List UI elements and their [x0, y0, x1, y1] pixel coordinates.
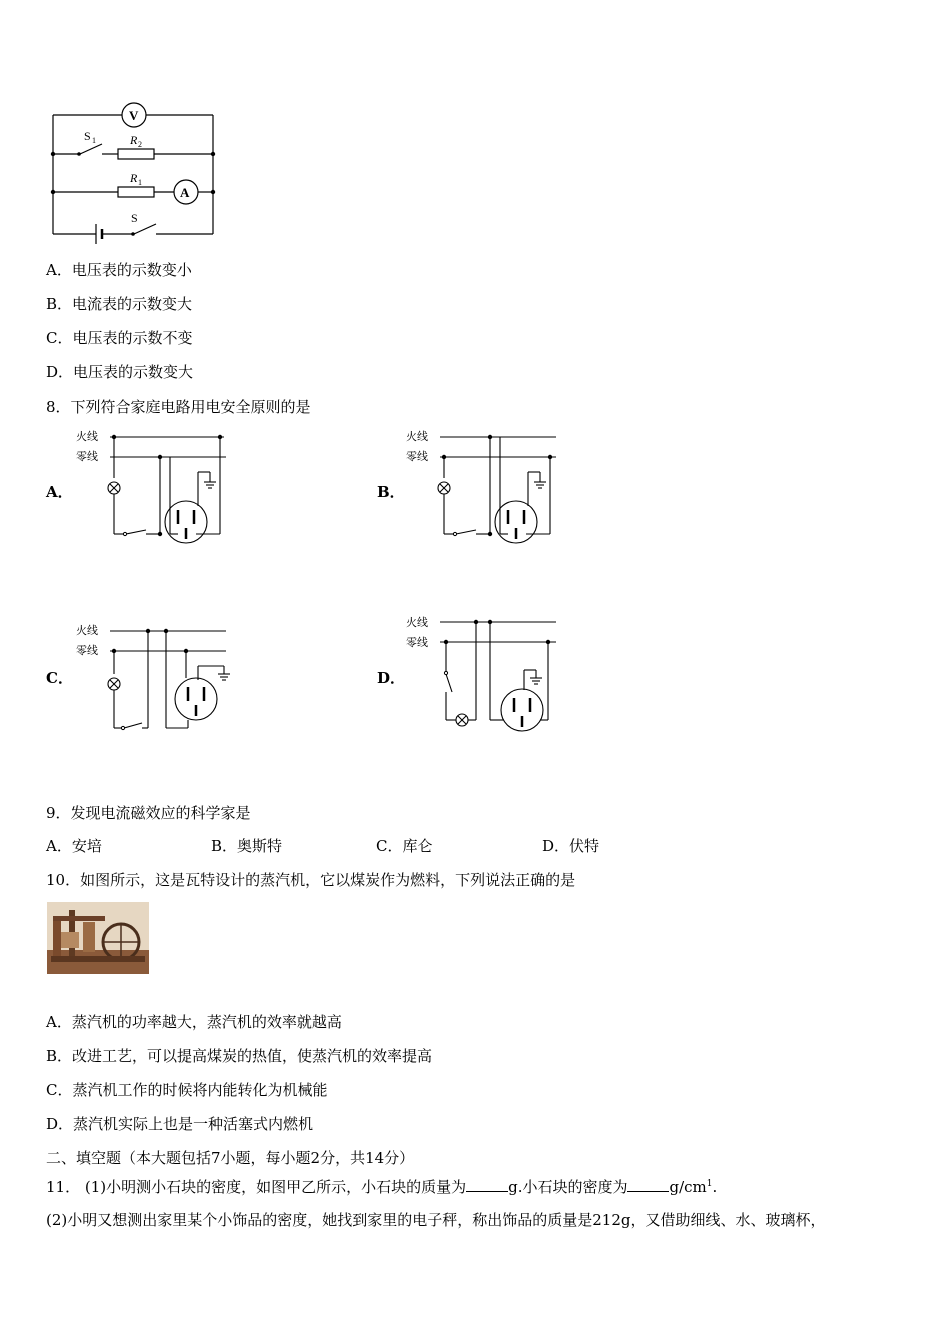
neutral-wire-label: 零线 [76, 450, 98, 463]
voltmeter-label: V [129, 108, 139, 123]
q9-option-d: D．伏特 [542, 837, 600, 855]
q11-part1 [46, 1174, 717, 1197]
house-circuit-d [404, 612, 564, 737]
q9-option-b: B．奥斯特 [211, 837, 283, 855]
neutral-wire-label: 零线 [76, 644, 98, 657]
switch-icon [126, 530, 146, 534]
switch-s1 [80, 144, 102, 154]
q8-label-d: D． [377, 669, 406, 687]
q8-label-a: A． [46, 483, 73, 501]
s1-label: S [84, 129, 91, 143]
q11-part1-text-a: 11． (1)小明测小石块的密度，如图甲乙所示，小石块的质量为 [46, 1178, 467, 1196]
q7-option-a: A．电压表的示数变小 [46, 261, 192, 279]
q10-option-d: D．蒸汽机实际上也是一种活塞式内燃机 [46, 1115, 314, 1133]
neutral-wire-label: 零线 [406, 450, 428, 463]
q10-option-c: C．蒸汽机工作的时候将内能转化为机械能 [46, 1081, 328, 1099]
q11-blank-density [627, 1177, 669, 1192]
live-wire-label: 火线 [76, 430, 98, 443]
s1-subscript: 1 [92, 136, 96, 145]
house-circuit-b [404, 426, 564, 551]
r1-label: R [130, 171, 138, 185]
q11-part1-sup: 1 [706, 1179, 713, 1189]
s-label: S [131, 211, 138, 225]
q7-option-c: C．电压表的示数不变 [46, 329, 193, 347]
q11-part1-text-b: g.小石块的密度为 [508, 1178, 628, 1196]
q11-part1-end: . [712, 1178, 718, 1196]
q8-label-b: B． [377, 483, 405, 501]
q9-option-a: A．安培 [46, 837, 102, 855]
live-wire-label: 火线 [76, 624, 98, 637]
house-circuit-a [74, 426, 234, 551]
r2-label: R [130, 133, 138, 147]
r1-subscript: 1 [138, 178, 142, 187]
q7-option-b: B．电流表的示数变大 [46, 295, 193, 313]
q8-label-c: C． [46, 669, 73, 687]
switch-s [134, 224, 156, 234]
neutral-wire-label: 零线 [406, 636, 428, 649]
q11-blank-mass [466, 1177, 508, 1192]
resistor-r1 [118, 187, 154, 197]
resistor-r2 [118, 149, 154, 159]
q11-part2: (2)小明又想测出家里某个小饰品的密度，她找到家里的电子秤，称出饰品的质量是212g，又借助细线、水、玻璃杯， [46, 1211, 826, 1229]
live-wire-label: 火线 [406, 430, 428, 443]
q9-option-c: C．库仑 [376, 837, 433, 855]
r2-subscript: 2 [138, 140, 142, 149]
switch-icon [456, 530, 476, 534]
q11-part1-unit: g/cm [669, 1178, 707, 1196]
switch-icon [124, 723, 142, 728]
ammeter-label: A [180, 185, 190, 200]
q8-question: 8．下列符合家庭电路用电安全原则的是 [46, 398, 311, 416]
q10-question: 10．如图所示，这是瓦特设计的蒸汽机，它以煤炭作为燃料，下列说法正确的是 [46, 871, 576, 889]
q10-option-a: A．蒸汽机的功率越大，蒸汽机的效率就越高 [46, 1013, 342, 1031]
q10-option-b: B．改进工艺，可以提高煤炭的热值，使蒸汽机的效率提高 [46, 1047, 433, 1065]
switch-icon [446, 674, 452, 692]
house-circuit-c [74, 620, 234, 745]
q9-question: 9．发现电流磁效应的科学家是 [46, 804, 251, 822]
section-heading: 二、填空题（本大题包括7小题，每小题2分，共14分） [46, 1149, 415, 1167]
steam-engine-photo [47, 902, 149, 974]
q9-options [46, 836, 746, 856]
live-wire-label: 火线 [406, 616, 428, 629]
circuit-diagram [46, 98, 221, 248]
q7-option-d: D．电压表的示数变大 [46, 363, 194, 381]
